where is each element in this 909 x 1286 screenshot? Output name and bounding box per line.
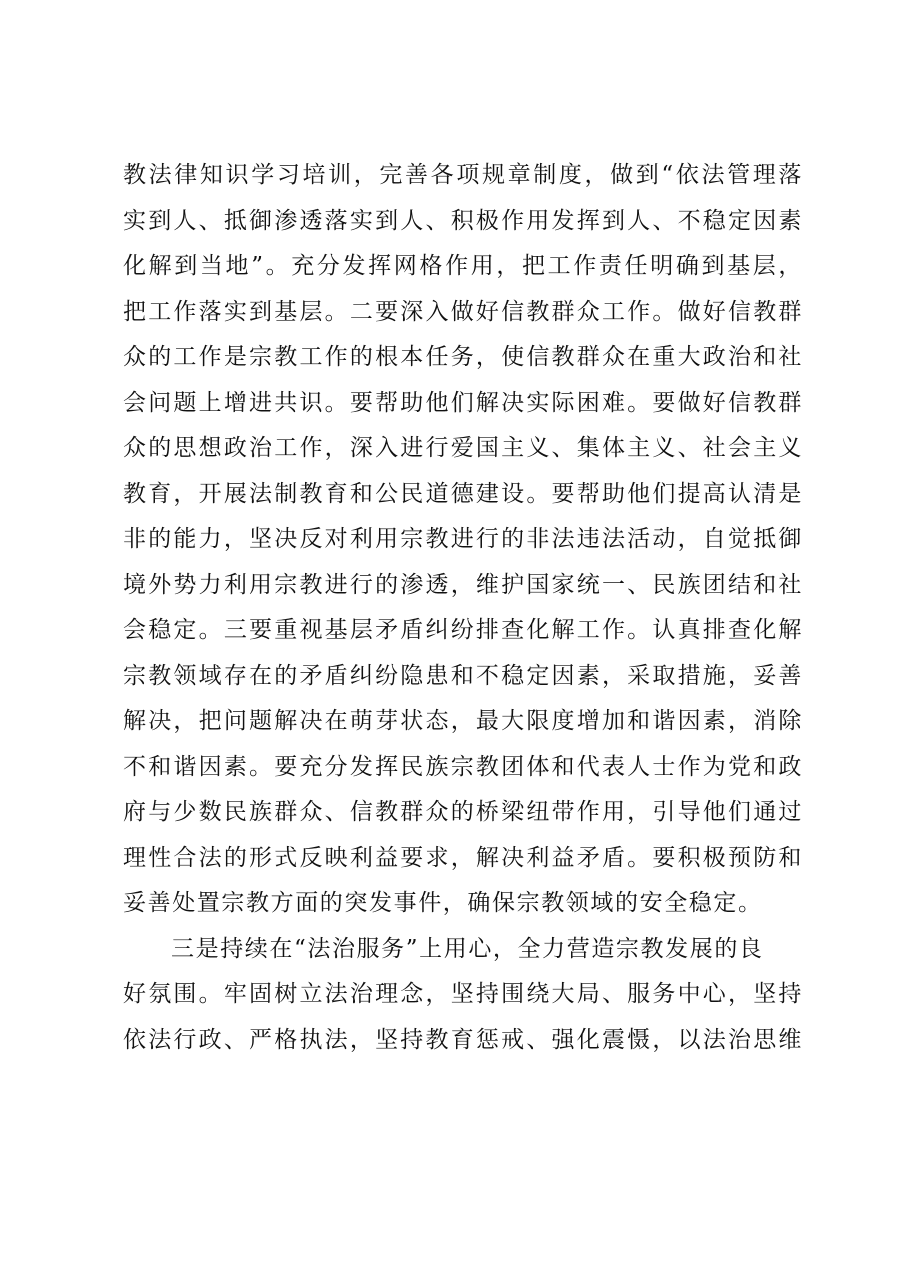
text-line: 理性合法的形式反映利益要求，解决利益矛盾。要积极预防和 [123, 844, 803, 871]
text-line: 妥善处置宗教方面的突发事件，确保宗教领域的安全稳定。 [123, 890, 763, 916]
text-line: 宗教领域存在的矛盾纠纷隐患和不稳定因素，采取措施，妥善 [123, 662, 803, 689]
text-line: 把工作落实到基层。二要深入做好信教群众工作。做好信教群 [123, 298, 803, 325]
text-line: 实到人、抵御渗透落实到人、积极作用发挥到人、不稳定因素 [123, 207, 803, 234]
text-line: 会稳定。三要重视基层矛盾纠纷排查化解工作。认真排查化解 [123, 617, 803, 643]
text-line: 不和谐因素。要充分发挥民族宗教团体和代表人士作为党和政 [123, 753, 803, 780]
text-line: 境外势力利用宗教进行的渗透，维护国家统一、民族团结和社 [123, 571, 803, 598]
text-line: 依法行政、严格执法，坚持教育惩戒、强化震慑，以法治思维 [123, 1026, 803, 1053]
text-line: 会问题上增进共识。要帮助他们解决实际困难。要做好信教群 [123, 389, 803, 416]
text-line: 解决，把问题解决在萌芽状态，最大限度增加和谐因素，消除 [123, 708, 803, 734]
text-line: 化解到当地”。充分发挥网格作用，把工作责任明确到基层， [123, 253, 803, 279]
text-line: 众的工作是宗教工作的根本任务，使信教群众在重大政治和社 [123, 344, 803, 370]
body-text [123, 153, 803, 1063]
text-line: 好氛围。牢固树立法治理念，坚持围绕大局、服务中心，坚持 [123, 981, 803, 1007]
text-line: 非的能力，坚决反对利用宗教进行的非法违法活动，自觉抵御 [123, 526, 803, 552]
text-line: 教法律知识学习培训，完善各项规章制度，做到“依法管理落 [123, 162, 803, 188]
text-line: 众的思想政治工作，深入进行爱国主义、集体主义、社会主义 [123, 435, 803, 461]
paragraph-first-line: 三是持续在“法治服务”上用心，全力营造宗教发展的良 [171, 935, 764, 962]
text-line: 府与少数民族群众、信教群众的桥梁纽带作用，引导他们通过 [123, 799, 803, 825]
text-line: 教育，开展法制教育和公民道德建设。要帮助他们提高认清是 [123, 480, 803, 507]
